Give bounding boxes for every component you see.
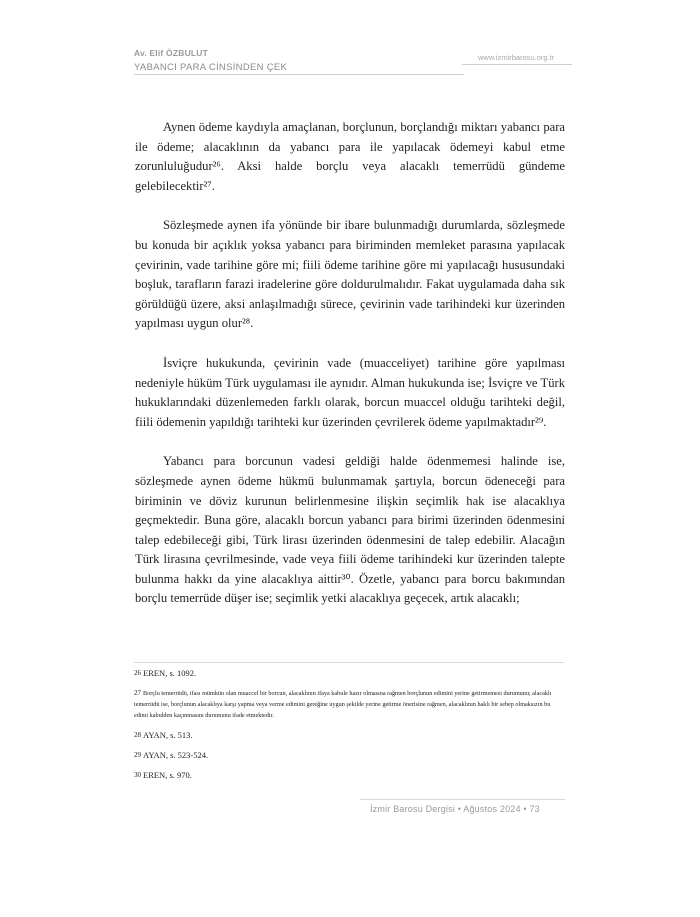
footer-divider — [360, 799, 565, 800]
footnote-text: Borçlu temerrüdü, ifası mümkün olan muaccel bir borcun, alacaklının ifaya kabule hazır olmasına rağmen borçlunun edimini yerine getirmemesi durumunu; alacaklı temerrüdü ise, borçlunun alacaklıya karşı yapma veya verme edimini gereğine uygun şekilde yerine getirme önerisine rağmen, alacaklının haklı bir sebep olmaksızın bu edimi kabulden kaçınmasını durumunu ifade etmektedir. — [134, 690, 552, 719]
paragraph-1: Aynen ödeme kaydıyla amaçlanan, borçlunun, borçlandığı miktarı yabancı para ile ödeme; alacaklının da yabancı para ile yapılacak ödemeyi kabul etme zorunluluğudur²⁶. Aksi halde borçlu veya alacaklı temerrüdü gündeme gelebilecektir²⁷. — [135, 120, 565, 193]
footnote-text: EREN, s. 970. — [143, 770, 192, 780]
paragraph-2: Sözleşmede aynen ifa yönünde bir ibare bulunmadığı durumlarda, sözleşmede bu konuda bir açıklık yoksa yabancı para biriminden memleket parasına yapılacak çevirinin, vade tarihine göre mi; fiili ödeme tarihine göre mi yapılacağı hususundaki boşluk, tarafların farazi iradelerine göre doldurulmalıdır. Fakat uygulamada daha sık görüldüğü üzere, aksi anlaşılmadığı sürece, çevirinin vade tarihindeki kur üzerinden yapılması uygun olur²⁸. — [135, 218, 565, 331]
footnote-text: EREN, s. 1092. — [143, 668, 197, 678]
header-divider — [134, 74, 464, 75]
footnote-divider — [134, 662, 564, 663]
footnote-30 — [134, 770, 564, 781]
header-divider-right — [462, 64, 572, 65]
author-name: Av. Elif ÖZBULUT — [134, 48, 209, 58]
footnote-text: AYAN, s. 513. — [143, 730, 193, 740]
paragraph-4: Yabancı para borcunun vadesi geldiği halde ödenmemesi halinde ise, sözleşmede aynen ödeme hükmü bulunmamak şartıyla, borcun ödeneceği para biriminin ve döviz kurunun belirlenmesine ilişkin seçimlik hak ise alacaklıya geçmektedir. Buna göre, alacaklı borcun yabancı para birimi üzerinden ödenmesini talep edebileceği gibi, Türk lirası üzerinden ödenmesini de talep edebilir. Alacağın Türk lirasına çevrilmesinde, vade veya fiili ödeme tarihindeki kur üzerinden talepte bulunma hakkı da yine alacaklıya aittir³⁰. Özetle, yabancı para borcu bakımından borçlu temerrüde düşer ise; seçimlik yetki alacaklıya geçecek, artık alacaklı; — [135, 454, 565, 606]
page-footer: İzmir Barosu Dergisi • Ağustos 2024 • 73 — [370, 804, 540, 814]
footnote-number: 26 — [134, 669, 141, 677]
footnote-number: 29 — [134, 751, 141, 759]
footnote-text: AYAN, s. 523-524. — [143, 750, 209, 760]
paragraph-3: İsviçre hukukunda, çevirinin vade (muacceliyet) tarihine göre yapılması nedeniyle hüküm Türk uygulaması ile aynıdır. Alman hukukunda ise; İsviçre ve Türk hukuklarındaki düzenlemeden farklı olarak, borcun muaccel olduğu tarihteki değil, fiili ödemenin yapıldığı tarihteki kur üzerinden çevrilerek ödeme yapılmaktadır²⁹. — [135, 355, 565, 429]
footnote-number: 28 — [134, 731, 141, 739]
running-title: YABANCI PARA CİNSİNDEN ÇEK — [134, 62, 288, 73]
page-header — [0, 0, 700, 90]
footnote-28 — [134, 730, 564, 741]
footnote-26 — [134, 668, 564, 679]
body-text — [135, 118, 565, 609]
footnote-27 — [134, 688, 564, 721]
footnote-number: 27 — [134, 689, 141, 697]
footnote-29 — [134, 750, 564, 761]
website-link[interactable]: www.izmirbarosu.org.tr — [478, 53, 555, 62]
footnote-number: 30 — [134, 771, 141, 779]
footnotes — [134, 668, 564, 790]
